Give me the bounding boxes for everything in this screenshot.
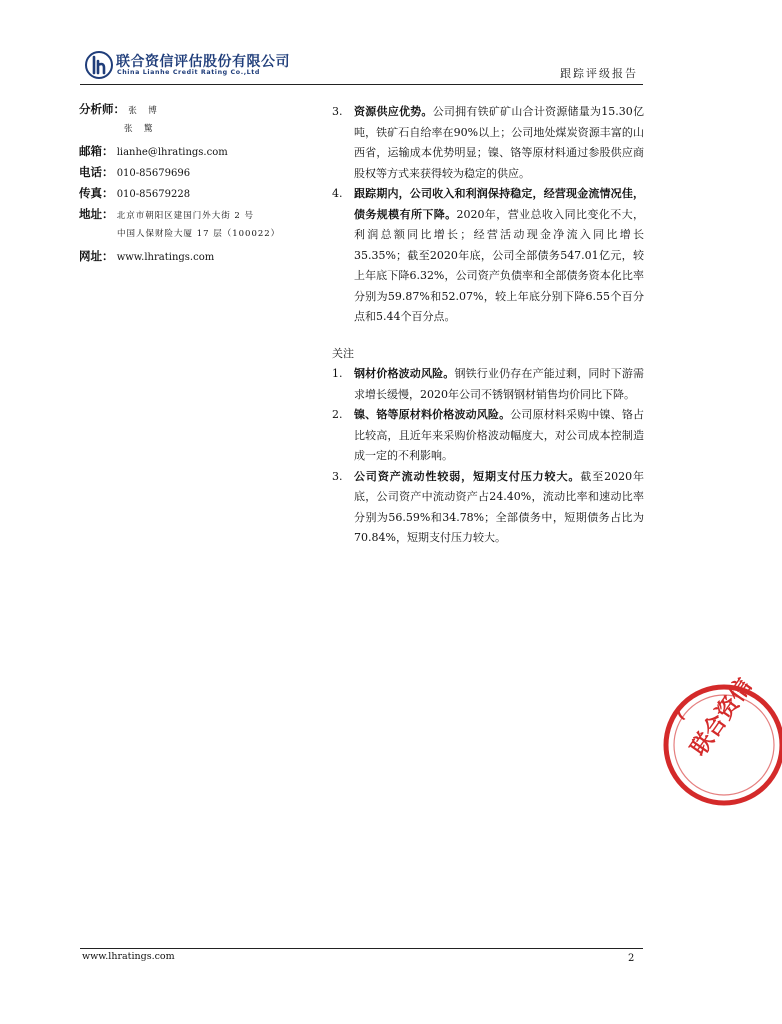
analyst-name-2: 张 驚	[124, 124, 155, 134]
page-number: 2	[628, 953, 635, 964]
email-label: 邮箱：	[79, 144, 114, 158]
item-heading: 资源供应优势。	[354, 105, 433, 118]
company-name-en: China Lianhe Credit Rating Co.,Ltd	[117, 69, 261, 76]
item-number: 2.	[332, 408, 343, 421]
email-row	[79, 143, 228, 159]
company-logo-icon	[85, 51, 113, 79]
fax-row	[79, 185, 190, 201]
item-heading: 公司资产流动性较弱，短期支付压力较大。	[354, 469, 581, 483]
item-text: 公司拥有铁矿矿山合计资源储量为15.30亿吨，铁矿石自给率在90%以上；公司地处煤炭资源丰富的山西省，运输成本优势明显；镍、铬等原材料通过参股供应商股权等方式来获得较为稳定的供应。	[354, 105, 645, 180]
fax-label: 传真：	[79, 186, 114, 200]
website-value[interactable]: www.lhratings.com	[116, 252, 215, 263]
item-number: 1.	[332, 367, 343, 380]
website-label: 网址：	[79, 249, 114, 263]
address-line-1: 北京市朝阳区建国门外大街 2 号	[116, 211, 255, 221]
company-name-cn: 联合资信评估股份有限公司	[116, 54, 290, 70]
analyst-row-2	[124, 122, 154, 134]
phone-value: 010-85679696	[116, 168, 191, 179]
svg-text:(: (	[674, 706, 688, 724]
email-value[interactable]: lianhe@lhratings.com	[116, 147, 228, 158]
concern-item-1	[332, 364, 644, 405]
item-text: 钢铁行业仍存在产能过剩，同时下游需求增长缓慢，2020年公司不锈钢钢材销售均价同比下降。	[354, 367, 645, 401]
report-type-label: 跟踪评级报告	[560, 67, 638, 80]
page-header	[82, 50, 642, 88]
item-text: 2020年，营业总收入同比变化不大，利润总额同比增长；经营活动现金净流入同比增长35.35%；截至2020年底，公司全部债务547.01亿元，较上年底下降6.32%，公司资产负债率和全部债务资本化比率分别为59.87%和52.07%，较上年底分别下降6.55个百分点和5.44个百分点。	[354, 207, 645, 323]
svg-text:联合资信: 联合资信	[686, 674, 758, 761]
website-row	[79, 248, 214, 264]
analyst-row	[79, 101, 158, 117]
fax-value: 010-85679228	[116, 189, 191, 200]
item-text: 截至2020年底，公司资产中流动资产占24.40%，流动比率和速动比率分别为56.59%和34.78%；全部债务中，短期债务占比为70.84%，短期支付压力较大。	[354, 469, 645, 544]
address-row-2	[117, 227, 280, 239]
phone-label: 电话：	[79, 165, 114, 179]
strength-item-4	[332, 184, 644, 328]
item-heading: 钢材价格波动风险。	[354, 367, 455, 380]
address-label: 地址：	[79, 207, 114, 221]
footer-website[interactable]: www.lhratings.com	[82, 951, 175, 962]
item-number: 3.	[332, 469, 343, 483]
analyst-label: 分析师：	[79, 102, 125, 116]
address-line-2: 中国人保财险大厦 17 层（100022）	[117, 229, 281, 239]
concern-item-3	[332, 467, 644, 549]
item-heading: 跟踪期内，公司收入和利润保持稳定，经营现金流情况佳，债务规模有所下降。	[354, 187, 644, 221]
item-heading: 镍、铬等原材料价格波动风险。	[354, 408, 511, 421]
strength-item-3	[332, 102, 644, 184]
concern-item-2	[332, 405, 644, 467]
company-seal-stamp	[662, 660, 782, 830]
footer-divider	[80, 948, 643, 949]
item-number: 4.	[332, 187, 343, 200]
address-row	[79, 206, 254, 222]
analyst-name-1: 张 博	[128, 106, 159, 116]
concerns-heading: 关注	[332, 346, 354, 360]
item-number: 3.	[332, 105, 343, 118]
phone-row	[79, 164, 190, 180]
main-content	[332, 102, 644, 549]
header-divider	[80, 84, 643, 85]
item-text: 公司原材料采购中镍、铬占比较高，且近年来采购价格波动幅度大，对公司成本控制造成一定的不利影响。	[354, 408, 645, 462]
